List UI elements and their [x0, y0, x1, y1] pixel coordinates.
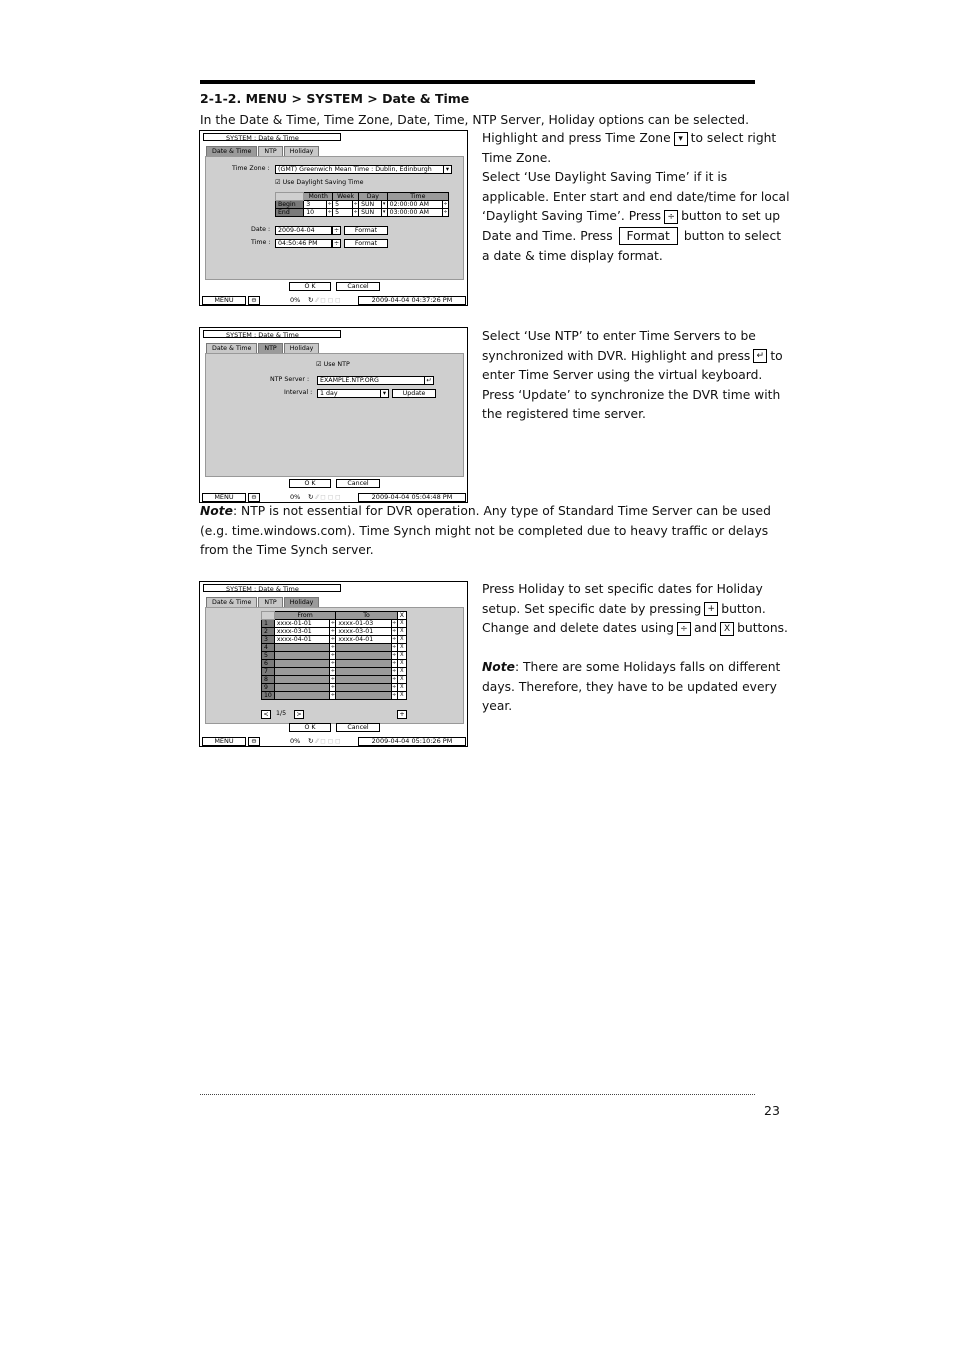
holiday-row-number: 9 — [262, 684, 275, 692]
spinner-icon[interactable]: ÷ — [392, 676, 397, 682]
dst-label: Use Daylight Saving Time — [282, 179, 364, 186]
tab-holiday[interactable]: Holiday — [284, 343, 320, 353]
delete-x-icon[interactable]: X — [397, 652, 406, 660]
time-format-button[interactable]: Format — [344, 239, 388, 248]
footer-rule — [200, 1094, 755, 1095]
holiday-header-x: X — [397, 612, 406, 620]
section3-text3: and — [693, 621, 718, 636]
time-field[interactable]: 04:50:46 PM — [275, 239, 332, 248]
tab-ntp[interactable]: NTP — [258, 597, 282, 607]
prev-page-icon[interactable]: < — [261, 710, 271, 719]
holiday-to-field[interactable] — [336, 676, 391, 684]
holiday-to-field[interactable] — [336, 684, 391, 692]
date-time-screenshot — [199, 130, 468, 306]
spinner-icon[interactable]: ÷ — [330, 676, 335, 682]
dst-begin-time[interactable]: 02:00:00 AM — [387, 201, 442, 209]
spinner-icon[interactable]: ÷ — [392, 620, 397, 626]
table-row[interactable] — [262, 652, 407, 660]
settings-panel — [205, 156, 464, 280]
delete-x-icon[interactable]: X — [397, 668, 406, 676]
use-ntp-label: Use NTP — [323, 361, 350, 368]
chevron-down-icon[interactable]: ▾ — [380, 389, 389, 398]
dst-end-time[interactable]: 03:00:00 AM — [387, 209, 442, 217]
spinner-icon[interactable]: ÷ — [392, 660, 397, 666]
dst-header-month: Month — [304, 193, 333, 201]
dst-end-label: End — [276, 209, 304, 217]
section1-text3: Select ‘Use Daylight Saving Time’ if it is applicable. Enter start and end date/time for local ‘Daylight Saving Time’. Press — [482, 170, 790, 224]
spinner-icon[interactable]: ÷ — [353, 209, 358, 215]
holiday-to-field[interactable] — [336, 660, 391, 668]
section3-text4: buttons. — [737, 621, 788, 636]
chevron-down-icon[interactable]: ▾ — [382, 201, 386, 207]
enter-icon: ↵ — [753, 349, 767, 363]
next-page-icon[interactable]: > — [294, 710, 304, 719]
section3-text2: button. Change and delete dates using — [482, 601, 766, 636]
tab-date-time[interactable]: Date & Time — [206, 597, 257, 607]
spinner-icon[interactable]: ÷ — [353, 201, 358, 207]
delete-x-icon[interactable]: X — [397, 684, 406, 692]
holiday-to-field[interactable] — [336, 668, 391, 676]
tab-date-time[interactable]: Date & Time — [206, 343, 257, 353]
page-indicator: 1/5 — [276, 710, 287, 717]
section3-description — [482, 580, 792, 639]
holiday-from-field[interactable]: xxxx-04-01 — [274, 636, 329, 644]
table-row[interactable] — [262, 620, 407, 628]
holiday-from-field[interactable] — [274, 652, 329, 660]
settings-panel — [205, 353, 464, 477]
section2-description — [482, 327, 792, 425]
menu-button[interactable]: MENU — [202, 737, 246, 746]
spinner-icon[interactable]: ÷ — [392, 644, 397, 650]
table-row[interactable] — [262, 636, 407, 644]
window-title: SYSTEM : Date & Time — [203, 133, 341, 141]
table-row[interactable] — [262, 676, 407, 684]
menu-button[interactable]: MENU — [202, 493, 246, 502]
ntp-screenshot — [199, 327, 468, 503]
spinner-icon[interactable]: ÷ — [330, 636, 335, 642]
holiday-row-number: 7 — [262, 668, 275, 676]
table-row[interactable] — [262, 628, 407, 636]
time-label: Time : — [251, 239, 271, 246]
spinner-icon: ÷ — [664, 210, 678, 224]
delete-x-icon[interactable]: X — [397, 620, 406, 628]
dst-checkbox[interactable]: ☑ Use Daylight Saving Time — [275, 179, 364, 186]
window-title: SYSTEM : Date & Time — [203, 330, 341, 338]
table-row[interactable] — [262, 692, 407, 700]
section1-description — [482, 129, 792, 266]
interval-select[interactable]: 1 day — [317, 389, 381, 398]
refresh-icon: ↻ — [308, 737, 314, 745]
note-label: Note — [482, 660, 515, 674]
menu-button[interactable]: MENU — [202, 296, 246, 305]
interval-label: Interval : — [284, 389, 313, 396]
holiday-to-field[interactable]: xxxx-03-01 — [336, 628, 391, 636]
tab-bar — [206, 597, 320, 607]
disk-usage: 0% — [290, 493, 301, 501]
cancel-button[interactable]: Cancel — [336, 479, 380, 488]
spinner-icon[interactable]: ÷ — [392, 652, 397, 658]
holiday-row-number: 4 — [262, 644, 275, 652]
disk-icon: ⊖ — [248, 737, 260, 746]
status-bar — [202, 737, 464, 745]
plus-icon: + — [704, 602, 718, 616]
dst-header-week: Week — [333, 193, 359, 201]
timezone-label: Time Zone : — [232, 165, 270, 172]
date-format-button[interactable]: Format — [344, 226, 388, 235]
delete-x-icon[interactable]: X — [397, 660, 406, 668]
holiday-to-field[interactable] — [336, 652, 391, 660]
spinner-icon[interactable]: ÷ — [327, 201, 332, 207]
spinner-icon[interactable]: ÷ — [330, 684, 335, 690]
section2-text1: Select ‘Use NTP’ to enter Time Servers to be synchronized with DVR. Highlight and press — [482, 329, 756, 363]
delete-x-icon[interactable]: X — [397, 676, 406, 684]
chevron-down-icon[interactable]: ▾ — [443, 165, 452, 174]
ok-button[interactable]: O K — [289, 479, 331, 488]
disk-usage: 0% — [290, 737, 301, 745]
table-row[interactable] — [262, 684, 407, 692]
spinner-icon: ÷ — [677, 622, 691, 636]
spinner-icon[interactable]: ÷ — [392, 636, 397, 642]
spinner-icon[interactable]: ÷ — [330, 644, 335, 650]
intro-text: In the Date & Time, Time Zone, Date, Time, NTP Server, Holiday options can be selected. — [200, 113, 749, 127]
dst-end-month[interactable]: 10 — [304, 209, 327, 217]
enter-icon[interactable]: ↵ — [424, 376, 434, 385]
holiday-from-field[interactable] — [274, 660, 329, 668]
dst-table — [275, 192, 449, 217]
date-label: Date : — [251, 226, 271, 233]
dst-header-time: Time — [387, 193, 448, 201]
ntp-server-field[interactable]: EXAMPLE.NTP.ORG — [317, 376, 425, 385]
holiday-row-number: 10 — [262, 692, 275, 700]
tab-holiday[interactable]: Holiday — [284, 146, 320, 156]
date-field[interactable]: 2009-04-04 — [275, 226, 332, 235]
status-bar — [202, 493, 464, 501]
table-row[interactable] — [262, 668, 407, 676]
dst-begin-week[interactable]: 5 — [333, 201, 353, 209]
delete-x-icon[interactable]: X — [397, 628, 406, 636]
section-heading: 2-1-2. MENU > SYSTEM > Date & Time — [200, 91, 470, 106]
spinner-icon[interactable]: ÷ — [330, 692, 335, 698]
status-icons: ⁄⁄ ◻ ◻ ◻ — [316, 296, 341, 304]
status-datetime: 2009-04-04 05:04:48 PM — [358, 493, 466, 502]
tab-date-time[interactable]: Date & Time — [206, 146, 257, 156]
dst-end-day[interactable]: SUN — [359, 209, 382, 217]
spinner-icon[interactable]: ÷ — [392, 692, 397, 698]
section1-text2: to select right Time Zone. — [482, 131, 777, 165]
spinner-icon[interactable]: ÷ — [333, 240, 340, 247]
top-rule — [200, 80, 755, 84]
ntp-server-label: NTP Server : — [270, 376, 310, 383]
holiday-row-number: 2 — [262, 628, 275, 636]
tab-ntp[interactable]: NTP — [258, 146, 282, 156]
tab-bar — [206, 146, 320, 156]
status-icons: ⁄⁄ ◻ ◻ ◻ — [316, 493, 341, 501]
holiday-from-field[interactable]: xxxx-01-01 — [274, 620, 329, 628]
spinner-icon[interactable]: ÷ — [330, 620, 335, 626]
cancel-button[interactable]: Cancel — [336, 723, 380, 732]
refresh-icon: ↻ — [308, 493, 314, 501]
add-holiday-button[interactable]: + — [397, 710, 407, 719]
status-datetime: 2009-04-04 05:10:26 PM — [358, 737, 466, 746]
spinner-icon[interactable]: ÷ — [443, 201, 448, 207]
section1-text1: Highlight and press Time Zone — [482, 131, 671, 145]
holiday-table — [261, 611, 407, 700]
spinner-icon[interactable]: ÷ — [330, 668, 335, 674]
note-text: : There are some Holidays falls on different days. Therefore, they have to be updated every year. — [482, 660, 781, 714]
chevron-down-icon: ▾ — [674, 132, 688, 146]
tab-ntp[interactable]: NTP — [258, 343, 282, 353]
delete-x-icon: X — [720, 622, 734, 636]
spinner-icon[interactable]: ÷ — [330, 652, 335, 658]
spinner-icon[interactable]: ÷ — [330, 628, 335, 634]
format-button-illustration: Format — [619, 227, 678, 245]
holiday-header-to: To — [336, 612, 397, 620]
disk-icon: ⊖ — [248, 296, 260, 305]
ok-button[interactable]: O K — [289, 723, 331, 732]
holiday-from-field[interactable]: xxxx-03-01 — [274, 628, 329, 636]
holiday-row-number: 6 — [262, 660, 275, 668]
status-datetime: 2009-04-04 04:37:26 PM — [358, 296, 466, 305]
tab-bar — [206, 343, 320, 353]
cancel-button[interactable]: Cancel — [336, 282, 380, 291]
dst-begin-month[interactable]: 3 — [304, 201, 327, 209]
holiday-from-field[interactable] — [274, 684, 329, 692]
holiday-to-field[interactable] — [336, 644, 391, 652]
refresh-icon: ↻ — [308, 296, 314, 304]
update-button[interactable]: Update — [392, 389, 436, 398]
spinner-icon[interactable]: ÷ — [327, 209, 332, 215]
table-row[interactable] — [262, 644, 407, 652]
note-text: : NTP is not essential for DVR operation. Any type of Standard Time Server can be used (e.g. time.windows.com). Time Synch might not be completed due to heavy traffic or delays from the Time Synch server. — [200, 504, 771, 558]
use-ntp-checkbox[interactable]: ☑ Use NTP — [316, 361, 350, 368]
delete-x-icon[interactable]: X — [397, 636, 406, 644]
status-bar — [202, 296, 464, 304]
holiday-from-field[interactable] — [274, 644, 329, 652]
status-icons: ⁄⁄ ◻ ◻ ◻ — [316, 737, 341, 745]
note-holiday — [482, 658, 787, 717]
section2-text2: to enter Time Server using the virtual keyboard. Press ‘Update’ to synchronize the DVR time with the registered time server. — [482, 348, 783, 422]
holiday-header-from: From — [274, 612, 335, 620]
section1-text5: button to select a date & time display format. — [482, 228, 782, 263]
tab-holiday[interactable]: Holiday — [284, 597, 320, 607]
spinner-icon[interactable]: ÷ — [443, 209, 448, 215]
dst-begin-day[interactable]: SUN — [359, 201, 382, 209]
section1-text4: button to set up Date and Time. Press — [482, 209, 781, 243]
holiday-row-number: 8 — [262, 676, 275, 684]
holiday-row-number: 3 — [262, 636, 275, 644]
timezone-select[interactable]: (GMT) Greenwich Mean Time : Dublin, Edinburgh — [275, 165, 445, 174]
delete-x-icon[interactable]: X — [397, 644, 406, 652]
window-title: SYSTEM : Date & Time — [203, 584, 341, 592]
holiday-row-number: 5 — [262, 652, 275, 660]
holiday-row-number: 1 — [262, 620, 275, 628]
chevron-down-icon[interactable]: ▾ — [382, 209, 386, 215]
holiday-to-field[interactable]: xxxx-01-03 — [336, 620, 391, 628]
ok-button[interactable]: O K — [289, 282, 331, 291]
delete-x-icon[interactable]: X — [397, 692, 406, 700]
dst-end-week[interactable]: 5 — [333, 209, 353, 217]
disk-usage: 0% — [290, 296, 301, 304]
section3-text1: Press Holiday to set specific dates for Holiday setup. Set specific date by pressing — [482, 582, 763, 616]
dst-header-day: Day — [359, 193, 388, 201]
dst-begin-label: Begin — [276, 201, 304, 209]
page-number: 23 — [764, 1103, 780, 1118]
spinner-icon[interactable]: ÷ — [330, 660, 335, 666]
spinner-icon[interactable]: ÷ — [392, 684, 397, 690]
disk-icon: ⊖ — [248, 493, 260, 502]
holiday-from-field[interactable] — [274, 692, 329, 700]
holiday-screenshot — [199, 581, 468, 747]
spinner-icon[interactable]: ÷ — [392, 628, 397, 634]
note-ntp — [200, 502, 785, 561]
holiday-from-field[interactable] — [274, 676, 329, 684]
holiday-to-field[interactable]: xxxx-04-01 — [336, 636, 391, 644]
note-label: Note — [200, 504, 233, 518]
table-row[interactable] — [262, 660, 407, 668]
holiday-to-field[interactable] — [336, 692, 391, 700]
holiday-from-field[interactable] — [274, 668, 329, 676]
spinner-icon[interactable]: ÷ — [392, 668, 397, 674]
spinner-icon[interactable]: ÷ — [333, 227, 340, 234]
